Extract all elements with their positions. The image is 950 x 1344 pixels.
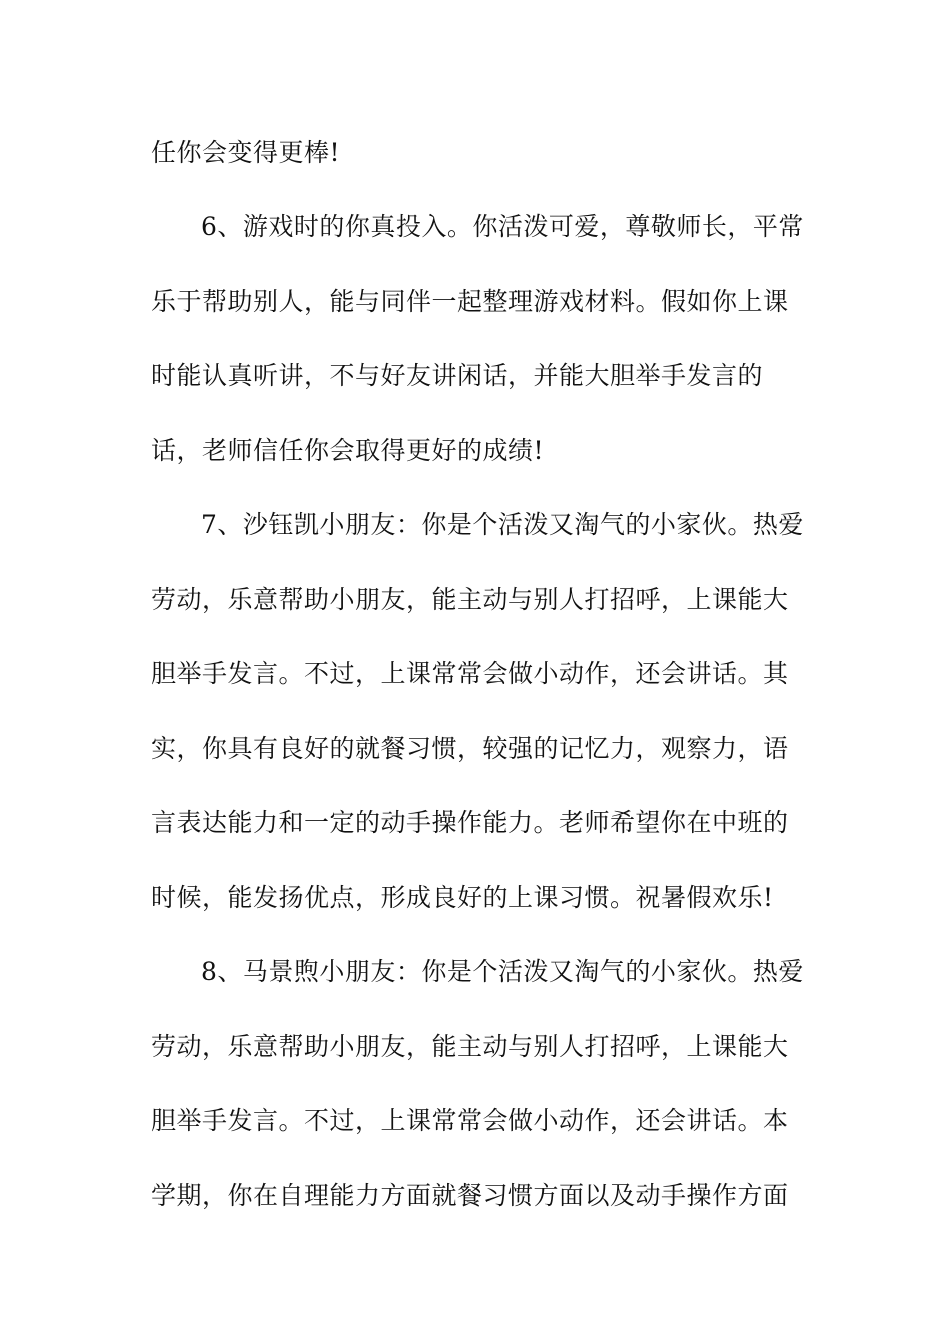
paragraph-7-first-line: 7、沙钰凯小朋友：你是个活泼又淘气的小家伙。热爱 (201, 510, 804, 539)
text-line: 胆举手发言。不过，上课常常会做小动作，还会讲话。本 (151, 1106, 789, 1135)
text-line: 乐于帮助别人，能与同伴一起整理游戏材料。假如你上课 (151, 287, 789, 316)
text-line: 时候，能发扬优点，形成良好的上课习惯。祝暑假欢乐! (151, 883, 774, 912)
text-line: 劳动，乐意帮助小朋友，能主动与别人打招呼，上课能大 (151, 585, 789, 614)
text-line: 话，老师信任你会取得更好的成绩! (151, 436, 545, 465)
text-line: 言表达能力和一定的动手操作能力。老师希望你在中班的 (151, 808, 789, 837)
text-line: 学期，你在自理能力方面就餐习惯方面以及动手操作方面 (151, 1181, 789, 1210)
text-line: 时能认真听讲，不与好友讲闲话，并能大胆举手发言的 (151, 361, 764, 390)
paragraph-6-first-line: 6、游戏时的你真投入。你活泼可爱，尊敬师长，平常 (201, 212, 804, 241)
text-line: 胆举手发言。不过，上课常常会做小动作，还会讲话。其 (151, 659, 789, 688)
text-line: 实，你具有良好的就餐习惯，较强的记忆力，观察力，语 (151, 734, 789, 763)
text-line: 劳动，乐意帮助小朋友，能主动与别人打招呼，上课能大 (151, 1032, 789, 1061)
text-line: 任你会变得更棒! (151, 138, 341, 167)
paragraph-8-first-line: 8、马景煦小朋友：你是个活泼又淘气的小家伙。热爱 (201, 957, 804, 986)
